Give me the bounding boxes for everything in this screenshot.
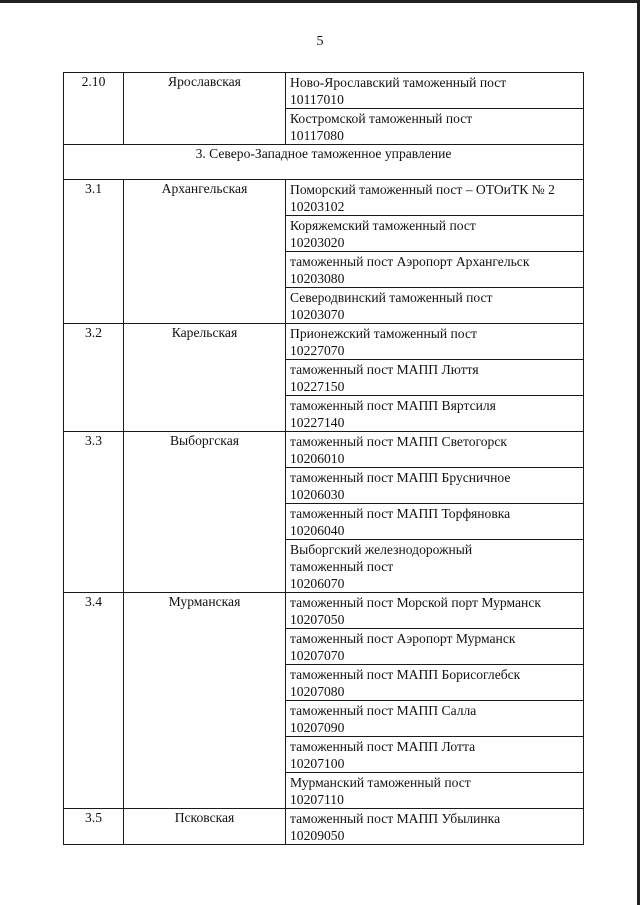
customs-post-name: таможенный пост МАПП Салла bbox=[290, 703, 477, 718]
customs-post-cell bbox=[286, 360, 584, 396]
customs-post-cell bbox=[286, 180, 584, 216]
customs-post-name-continued: таможенный пост bbox=[290, 559, 394, 574]
region-number: 3.3 bbox=[64, 432, 124, 593]
customs-post-code: 10203080 bbox=[290, 271, 345, 286]
customs-post-name: таможенный пост Аэропорт Мурманск bbox=[290, 631, 516, 646]
section-title: 3. Северо-Западное таможенное управление bbox=[64, 145, 584, 180]
customs-post-cell bbox=[286, 737, 584, 773]
customs-post-name: Поморский таможенный пост – ОТОиТК № 2 bbox=[290, 182, 555, 197]
customs-post-code: 10206040 bbox=[290, 523, 345, 538]
customs-post-code: 10117080 bbox=[290, 128, 344, 143]
table-row bbox=[64, 180, 584, 216]
customs-post-code: 10207050 bbox=[290, 612, 345, 627]
customs-post-code: 10227150 bbox=[290, 379, 345, 394]
region-name: Псковская bbox=[124, 809, 286, 845]
customs-post-code: 10209050 bbox=[290, 828, 345, 843]
customs-post-name: таможенный пост МАПП Лотта bbox=[290, 739, 476, 754]
customs-post-name: таможенный пост МАПП Брусничное bbox=[290, 470, 511, 485]
customs-post-code: 10206070 bbox=[290, 576, 345, 591]
customs-post-cell bbox=[286, 504, 584, 540]
customs-post-cell bbox=[286, 773, 584, 809]
customs-post-code: 10207080 bbox=[290, 684, 345, 699]
customs-post-name: таможенный пост МАПП Торфяновка bbox=[290, 506, 511, 521]
customs-post-name: таможенный пост МАПП Люття bbox=[290, 362, 479, 377]
customs-post-cell bbox=[286, 665, 584, 701]
customs-post-cell bbox=[286, 432, 584, 468]
table-row bbox=[64, 324, 584, 360]
customs-post-cell bbox=[286, 701, 584, 737]
section-row bbox=[64, 145, 584, 180]
customs-post-code: 10227070 bbox=[290, 343, 345, 358]
customs-post-cell bbox=[286, 809, 584, 845]
customs-post-name: таможенный пост МАПП Вяртсиля bbox=[290, 398, 496, 413]
customs-post-name: Костромской таможенный пост bbox=[290, 111, 473, 126]
table-row bbox=[64, 593, 584, 629]
customs-post-name: таможенный пост Морской порт Мурманск bbox=[290, 595, 541, 610]
customs-post-name: Коряжемский таможенный пост bbox=[290, 218, 476, 233]
region-name: Мурманская bbox=[124, 593, 286, 809]
table-row bbox=[64, 73, 584, 109]
customs-post-cell bbox=[286, 468, 584, 504]
region-number: 3.4 bbox=[64, 593, 124, 809]
customs-post-cell bbox=[286, 216, 584, 252]
region-name: Выборгская bbox=[124, 432, 286, 593]
customs-post-cell bbox=[286, 252, 584, 288]
region-name: Карельская bbox=[124, 324, 286, 432]
customs-post-cell bbox=[286, 288, 584, 324]
customs-post-code: 10203070 bbox=[290, 307, 345, 322]
region-number: 3.1 bbox=[64, 180, 124, 324]
customs-post-code: 10203020 bbox=[290, 235, 345, 250]
customs-post-name: Мурманский таможенный пост bbox=[290, 775, 471, 790]
table-row bbox=[64, 809, 584, 845]
customs-post-name: Прионежский таможенный пост bbox=[290, 326, 477, 341]
region-number: 3.5 bbox=[64, 809, 124, 845]
customs-post-name: Северодвинский таможенный пост bbox=[290, 290, 493, 305]
customs-post-name: Ново-Ярославский таможенный пост bbox=[290, 75, 507, 90]
customs-posts-table-body bbox=[64, 73, 584, 845]
customs-post-code: 10207070 bbox=[290, 648, 345, 663]
customs-post-cell bbox=[286, 324, 584, 360]
customs-post-cell bbox=[286, 540, 584, 593]
customs-post-name: таможенный пост МАПП Борисоглебск bbox=[290, 667, 521, 682]
customs-post-code: 10207100 bbox=[290, 756, 345, 771]
customs-post-name: таможенный пост МАПП Убылинка bbox=[290, 811, 501, 826]
table-row bbox=[64, 432, 584, 468]
customs-post-cell bbox=[286, 73, 584, 109]
customs-post-code: 10203102 bbox=[290, 199, 345, 214]
customs-post-code: 10206030 bbox=[290, 487, 345, 502]
customs-post-cell bbox=[286, 593, 584, 629]
customs-post-cell bbox=[286, 396, 584, 432]
customs-posts-table bbox=[63, 72, 584, 845]
customs-post-name: Выборгский железнодорожный bbox=[290, 542, 473, 557]
customs-post-cell bbox=[286, 109, 584, 145]
customs-post-code: 10207090 bbox=[290, 720, 345, 735]
customs-post-cell bbox=[286, 629, 584, 665]
customs-post-name: таможенный пост Аэропорт Архангельск bbox=[290, 254, 530, 269]
region-name: Ярославская bbox=[124, 73, 286, 145]
page-number: 5 bbox=[316, 34, 324, 49]
page-top-edge bbox=[0, 0, 640, 3]
region-number: 3.2 bbox=[64, 324, 124, 432]
customs-post-code: 10117010 bbox=[290, 92, 344, 107]
region-name: Архангельская bbox=[124, 180, 286, 324]
customs-post-name: таможенный пост МАПП Светогорск bbox=[290, 434, 507, 449]
customs-post-code: 10227140 bbox=[290, 415, 345, 430]
customs-post-code: 10206010 bbox=[290, 451, 345, 466]
customs-post-code: 10207110 bbox=[290, 792, 344, 807]
region-number: 2.10 bbox=[64, 73, 124, 145]
